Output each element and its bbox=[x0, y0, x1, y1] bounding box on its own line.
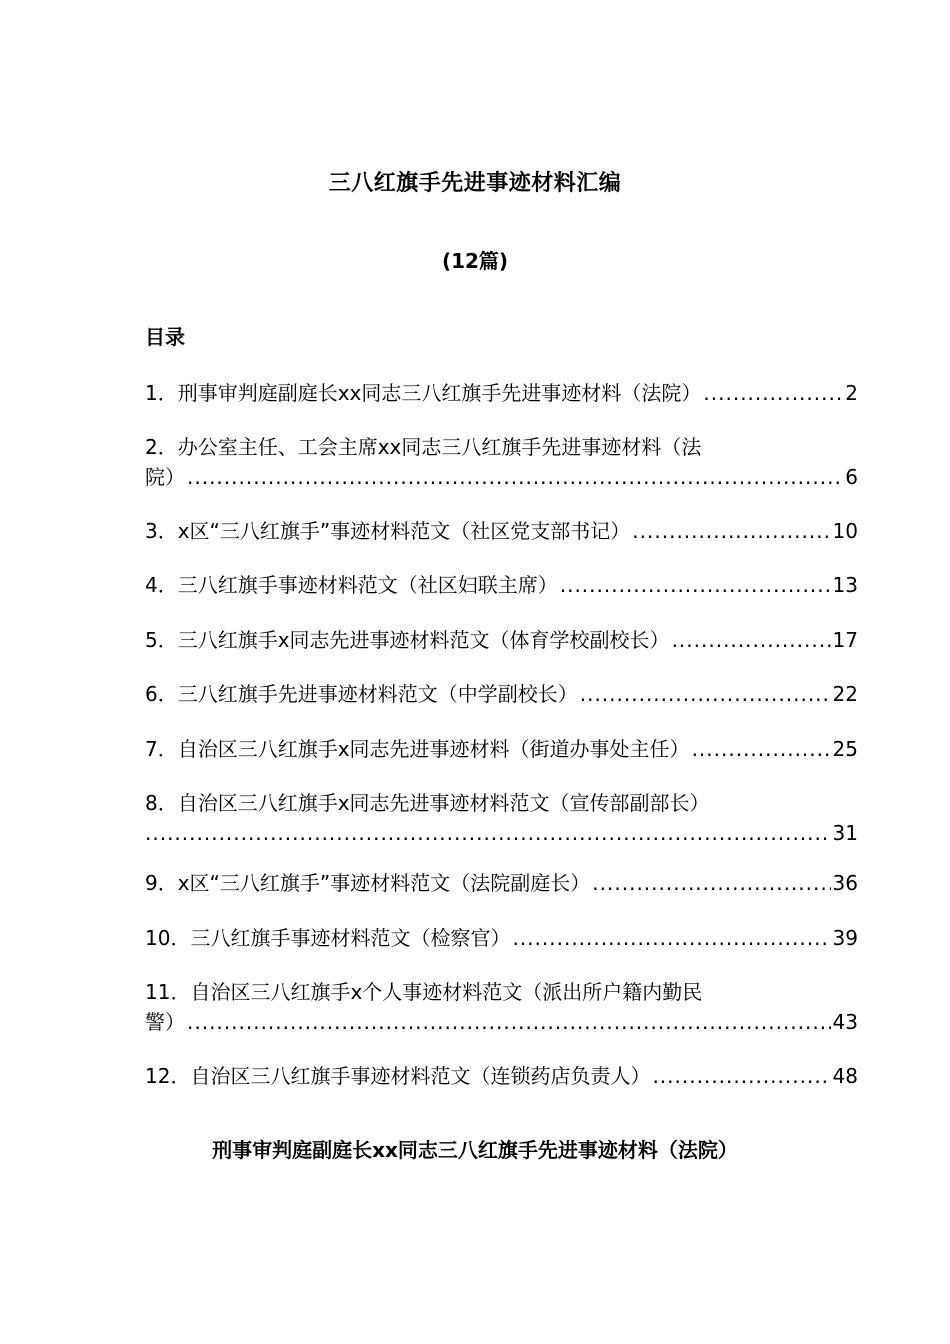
toc-entry-text: 3．x区“三八红旗手”事迹材料范文（社区党支部书记） bbox=[145, 519, 631, 543]
toc-entry-page: 25 bbox=[832, 737, 858, 761]
toc-entry-3[interactable] bbox=[145, 516, 858, 546]
toc-entry-5[interactable] bbox=[145, 625, 858, 655]
toc-entry-page: 6 bbox=[845, 465, 858, 489]
toc-entry-6[interactable] bbox=[145, 679, 858, 709]
toc-leader-dots bbox=[512, 923, 830, 953]
toc-entry-text: 6．三八红旗手先进事迹材料范文（中学副校长） bbox=[145, 682, 578, 706]
toc-leader-dots bbox=[672, 625, 831, 655]
toc-entry-text: 4．三八红旗手事迹材料范文（社区妇联主席） bbox=[145, 573, 558, 597]
toc-entry-page: 39 bbox=[832, 926, 858, 950]
toc-leader-dots bbox=[187, 1007, 831, 1037]
toc-leader-dots bbox=[592, 868, 830, 898]
toc-leader-dots bbox=[560, 570, 831, 600]
toc-leader-dots bbox=[145, 818, 831, 848]
toc-entry-text: 2．办公室主任、工会主席xx同志三八红旗手先进事迹材料（法 bbox=[145, 435, 702, 459]
toc-entry-1[interactable] bbox=[145, 378, 858, 408]
toc-entry-10[interactable] bbox=[145, 923, 858, 953]
toc-entry-text-cont: 警） bbox=[145, 1010, 185, 1034]
toc-entry-page: 31 bbox=[832, 821, 858, 845]
section-heading: 刑事审判庭副庭长xx同志三八红旗手先进事迹材料（法院） bbox=[212, 1138, 738, 1162]
toc-entry-page: 17 bbox=[832, 628, 858, 652]
document-subtitle: (12篇) bbox=[441, 249, 509, 273]
toc-entry-page: 22 bbox=[832, 682, 858, 706]
toc-entry-text: 8．自治区三八红旗手x同志先进事迹材料范文（宣传部副部长） bbox=[145, 791, 710, 815]
toc-leader-dots bbox=[652, 1061, 830, 1091]
toc-leader-dots bbox=[580, 679, 831, 709]
toc-entry-11[interactable] bbox=[145, 977, 858, 1037]
toc-entry-page: 48 bbox=[832, 1064, 858, 1088]
toc-entry-text: 12．自治区三八红旗手事迹材料范文（连锁药店负责人） bbox=[145, 1064, 651, 1088]
toc-entry-page: 2 bbox=[845, 381, 858, 405]
toc-entry-text: 9．x区“三八红旗手”事迹材料范文（法院副庭长） bbox=[145, 871, 591, 895]
document-title: 三八红旗手先进事迹材料汇编 bbox=[328, 171, 622, 196]
toc-leader-dots bbox=[187, 462, 843, 492]
toc-entry-text: 10．三八红旗手事迹材料范文（检察官） bbox=[145, 926, 511, 950]
toc-entry-page: 43 bbox=[832, 1010, 858, 1034]
toc-entry-7[interactable] bbox=[145, 734, 858, 764]
toc-entry-text: 7．自治区三八红旗手x同志先进事迹材料（街道办事处主任） bbox=[145, 737, 690, 761]
toc-entry-text: 5．三八红旗手x同志先进事迹材料范文（体育学校副校长） bbox=[145, 628, 670, 652]
toc-entry-page: 13 bbox=[832, 573, 858, 597]
toc-entry-9[interactable] bbox=[145, 868, 858, 898]
toc-leader-dots bbox=[692, 734, 831, 764]
toc-entry-4[interactable] bbox=[145, 570, 858, 600]
toc-entry-2[interactable] bbox=[145, 432, 858, 492]
toc-entry-8[interactable] bbox=[145, 788, 858, 848]
toc-entry-page: 36 bbox=[832, 871, 858, 895]
toc-leader-dots bbox=[632, 516, 830, 546]
toc-entry-text: 11．自治区三八红旗手x个人事迹材料范文（派出所户籍内勤民 bbox=[145, 980, 703, 1004]
toc-entry-text: 1．刑事审判庭副庭长xx同志三八红旗手先进事迹材料（法院） bbox=[145, 381, 702, 405]
toc-entry-page: 10 bbox=[832, 519, 858, 543]
toc-entry-text-cont: 院） bbox=[145, 465, 185, 489]
toc-heading: 目录 bbox=[145, 325, 185, 349]
toc-entry-12[interactable] bbox=[145, 1061, 858, 1091]
toc-leader-dots bbox=[703, 378, 843, 408]
